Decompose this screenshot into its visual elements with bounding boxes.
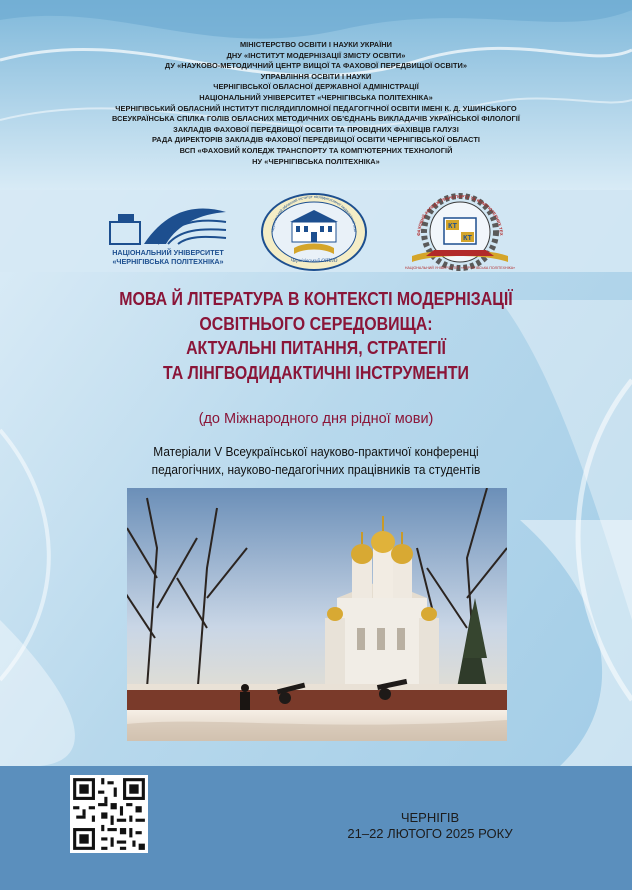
college-ring-text: ФАХОВИЙ КОЛЕДЖ ТРАНСПОРТУ ТА КОМП'ЮТЕРНИХ ТЕХ [415,193,505,237]
college-box1-text: КТ [448,223,457,230]
materials-line: педагогічних, науково-педагогічних працівників та студентів [151,461,481,477]
organization-line: РАДА ДИРЕКТОРІВ ЗАКЛАДІВ ФАХОВОЇ ПЕРЕДВИЩОЇ ОСВІТИ ЧЕРНІГІВСЬКОЇ ОБЛАСТІ [151,135,481,145]
conference-title [0,287,632,385]
organization-line: ВСЕУКРАЇНСЬКА СПІЛКА ГОЛІВ ОБЛАСНИХ МЕТОДИЧНИХ ОБ'ЄДНАНЬ ВИКЛАДАЧІВ УКРАЇНСЬКОЇ ФІЛОЛОГІЇ [112,114,520,124]
city-name: ЧЕРНІГІВ [400,810,460,825]
seal-ribbon-text: Чернігівський ОІППО [290,259,338,264]
organization-line: МІНІСТЕРСТВО ОСВІТИ І НАУКИ УКРАЇНИ [239,40,393,49]
seal-ring-text: Чернігівський обласний інститут післядипломної педагогічної осві [270,194,358,233]
college-logo [404,192,516,272]
cathedral-photo [127,488,507,741]
organization-line: НУ «ЧЕРНІГІВСЬКА ПОЛІТЕХНІКА» [252,156,380,166]
organization-line: ЧЕРНІГІВСЬКИЙ ОБЛАСНИЙ ІНСТИТУТ ПІСЛЯДИПЛОМНОЇ ПЕДАГОГІЧНОЇ ОСВІТИ ІМЕНІ К. Д. УШИНСЬКОГО [115,103,517,113]
materials-line: Матеріали V Всеукраїнської науково-практичої конференці [153,444,479,459]
organization-line: ДНУ «ІНСТИТУТ МОДЕРНІЗАЦІЇ ЗМІСТУ ОСВІТИ» [226,50,406,60]
university-logo [108,198,228,268]
conference-subtitle: (до Міжнародного дня рідної мови) [198,411,434,427]
title-line: АКТУАЛЬНІ ПИТАННЯ, СТРАТЕГІЇ [186,337,446,358]
college-box2-text: КТ [463,235,472,242]
city-and-dates [300,810,560,842]
organization-line: НАЦІОНАЛЬНИЙ УНІВЕРСИТЕТ «ЧЕРНІГІВСЬКА ПОЛІТЕХНІКА» [199,92,433,102]
organization-line: УПРАВЛІННЯ ОСВІТИ І НАУКИ [260,71,372,81]
university-logo-line2: «ЧЕРНІГІВСЬКА ПОЛІТЕХНІКА» [112,257,224,266]
organizations-header [0,40,632,167]
title-line: МОВА Й ЛІТЕРАТУРА В КОНТЕКСТІ МОДЕРНІЗАЦІЇ [119,288,513,309]
title-line: ОСВІТНЬОГО СЕРЕДОВИЩА: [199,312,433,334]
institute-seal-logo [260,192,368,272]
organization-line: ЗАКЛАДІВ ФАХОВОЇ ПЕРЕДВИЩОЇ ОСВІТИ ТА ПРОВІДНИХ ФАХІВЦІВ ГАЛУЗІ [173,124,459,134]
university-logo-line1: НАЦІОНАЛЬНИЙ УНІВЕРСИТЕТ [112,248,224,257]
logos-row [0,190,632,274]
title-line: ТА ЛІНГВОДИДАКТИЧНІ ІНСТРУМЕНТИ [163,361,469,383]
materials-description [0,443,632,478]
college-caption: НАЦІОНАЛЬНИЙ УНІВЕРСИТЕТ «ЧЕРНІГІВСЬКА ПОЛІТЕХНІКА» [404,266,516,270]
organization-line: ВСП «ФАХОВИЙ КОЛЕДЖ ТРАНСПОРТУ ТА КОМП'ЮТЕРНИХ ТЕХНОЛОГІЙ [179,145,453,155]
organization-line: ЧЕРНІГІВСЬКОЇ ОБЛАСНОЇ ДЕРЖАВНОЇ АДМІНІСТРАЦІЇ [213,82,419,92]
qr-code[interactable] [70,775,148,853]
organization-line: ДУ «НАУКОВО-МЕТОДИЧНИЙ ЦЕНТР ВИЩОЇ ТА ФАХОВОЇ ПЕРЕДВИЩОЇ ОСВІТИ» [164,61,468,71]
conference-dates: 21–22 ЛЮТОГО 2025 РОКУ [347,826,513,841]
